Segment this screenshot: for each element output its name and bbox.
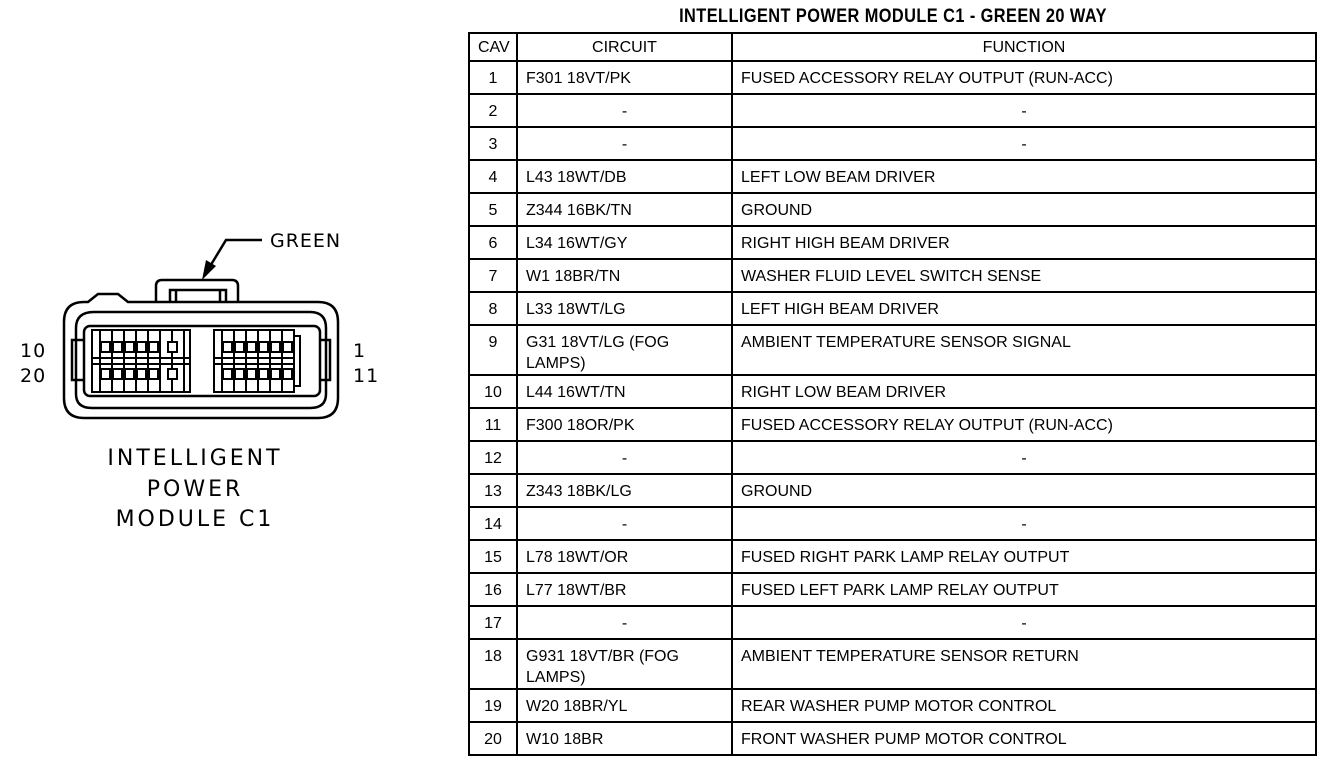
header-circuit: CIRCUIT bbox=[517, 33, 732, 61]
table-row bbox=[469, 573, 1316, 606]
cell-cav: 18 bbox=[469, 639, 517, 689]
table-row bbox=[469, 292, 1316, 325]
cell-cav: 17 bbox=[469, 606, 517, 639]
cell-function: - bbox=[732, 441, 1316, 474]
table-row bbox=[469, 94, 1316, 127]
cell-circuit: - bbox=[517, 507, 732, 540]
cell-circuit: Z343 18BK/LG bbox=[517, 474, 732, 507]
cell-circuit: F300 18OR/PK bbox=[517, 408, 732, 441]
cell-cav: 15 bbox=[469, 540, 517, 573]
table-row bbox=[469, 61, 1316, 94]
cell-cav: 8 bbox=[469, 292, 517, 325]
table-body bbox=[469, 61, 1316, 755]
cell-cav: 6 bbox=[469, 226, 517, 259]
pinout-table bbox=[468, 32, 1317, 756]
table-row bbox=[469, 160, 1316, 193]
table-title: INTELLIGENT POWER MODULE C1 - GREEN 20 WAY bbox=[679, 6, 1107, 27]
table-row bbox=[469, 375, 1316, 408]
table-row bbox=[469, 441, 1316, 474]
cell-circuit: - bbox=[517, 127, 732, 160]
right-pin-block bbox=[214, 330, 300, 392]
cell-function: RIGHT LOW BEAM DRIVER bbox=[732, 375, 1316, 408]
table-row bbox=[469, 689, 1316, 722]
pin-label-11: 11 bbox=[353, 365, 380, 387]
cell-function: REAR WASHER PUMP MOTOR CONTROL bbox=[732, 689, 1316, 722]
cell-function: WASHER FLUID LEVEL SWITCH SENSE bbox=[732, 259, 1316, 292]
cell-function: - bbox=[732, 127, 1316, 160]
green-leader-line bbox=[209, 240, 262, 268]
cell-circuit: W1 18BR/TN bbox=[517, 259, 732, 292]
pin-label-1: 1 bbox=[353, 340, 367, 362]
table-row bbox=[469, 507, 1316, 540]
cell-cav: 10 bbox=[469, 375, 517, 408]
table-row bbox=[469, 540, 1316, 573]
cell-circuit: L34 16WT/GY bbox=[517, 226, 732, 259]
table-header-row bbox=[469, 33, 1316, 61]
table-row bbox=[469, 325, 1316, 375]
cell-cav: 20 bbox=[469, 722, 517, 755]
table-row bbox=[469, 408, 1316, 441]
cell-function: FRONT WASHER PUMP MOTOR CONTROL bbox=[732, 722, 1316, 755]
cell-function: - bbox=[732, 507, 1316, 540]
cell-cav: 4 bbox=[469, 160, 517, 193]
cell-circuit: L77 18WT/BR bbox=[517, 573, 732, 606]
cell-circuit: - bbox=[517, 94, 732, 127]
table-row bbox=[469, 474, 1316, 507]
cell-circuit: G31 18VT/LG (FOG LAMPS) bbox=[517, 325, 732, 375]
cell-function: - bbox=[732, 606, 1316, 639]
table-row bbox=[469, 226, 1316, 259]
cell-function: RIGHT HIGH BEAM DRIVER bbox=[732, 226, 1316, 259]
cell-function: - bbox=[732, 94, 1316, 127]
cell-function: AMBIENT TEMPERATURE SENSOR RETURN bbox=[732, 639, 1316, 689]
cell-cav: 7 bbox=[469, 259, 517, 292]
cell-circuit: F301 18VT/PK bbox=[517, 61, 732, 94]
connector-latch bbox=[156, 280, 238, 302]
cell-cav: 19 bbox=[469, 689, 517, 722]
connector-caption-line-3: MODULE C1 bbox=[115, 507, 275, 532]
cell-function: LEFT HIGH BEAM DRIVER bbox=[732, 292, 1316, 325]
connector-body bbox=[64, 294, 338, 418]
cell-circuit: Z344 16BK/TN bbox=[517, 193, 732, 226]
green-leader-arrowhead bbox=[202, 260, 216, 280]
cell-function: FUSED ACCESSORY RELAY OUTPUT (RUN-ACC) bbox=[732, 61, 1316, 94]
cell-circuit: G931 18VT/BR (FOG LAMPS) bbox=[517, 639, 732, 689]
cell-circuit: W20 18BR/YL bbox=[517, 689, 732, 722]
cell-cav: 5 bbox=[469, 193, 517, 226]
header-cav: CAV bbox=[469, 33, 517, 61]
cell-cav: 11 bbox=[469, 408, 517, 441]
pin-label-20: 20 bbox=[20, 365, 47, 387]
cell-circuit: - bbox=[517, 441, 732, 474]
cell-cav: 9 bbox=[469, 325, 517, 375]
table-row bbox=[469, 639, 1316, 689]
cell-function: FUSED ACCESSORY RELAY OUTPUT (RUN-ACC) bbox=[732, 408, 1316, 441]
cell-function: FUSED RIGHT PARK LAMP RELAY OUTPUT bbox=[732, 540, 1316, 573]
cell-cav: 2 bbox=[469, 94, 517, 127]
table-row bbox=[469, 193, 1316, 226]
cell-function: AMBIENT TEMPERATURE SENSOR SIGNAL bbox=[732, 325, 1316, 375]
left-pin-block bbox=[92, 330, 190, 392]
pin-label-10: 10 bbox=[20, 340, 47, 362]
color-label: GREEN bbox=[270, 230, 342, 252]
table-row bbox=[469, 259, 1316, 292]
cell-cav: 13 bbox=[469, 474, 517, 507]
connector-caption-line-1: INTELLIGENT bbox=[107, 446, 283, 471]
cell-circuit: L43 18WT/DB bbox=[517, 160, 732, 193]
connector-diagram bbox=[0, 0, 460, 782]
cell-cav: 16 bbox=[469, 573, 517, 606]
cell-function: LEFT LOW BEAM DRIVER bbox=[732, 160, 1316, 193]
cell-circuit: L78 18WT/OR bbox=[517, 540, 732, 573]
cell-function: GROUND bbox=[732, 474, 1316, 507]
cell-function: FUSED LEFT PARK LAMP RELAY OUTPUT bbox=[732, 573, 1316, 606]
table-row bbox=[469, 606, 1316, 639]
cell-cav: 14 bbox=[469, 507, 517, 540]
cell-cav: 1 bbox=[469, 61, 517, 94]
cell-circuit: - bbox=[517, 606, 732, 639]
cell-circuit: L44 16WT/TN bbox=[517, 375, 732, 408]
header-function: FUNCTION bbox=[732, 33, 1316, 61]
cell-cav: 12 bbox=[469, 441, 517, 474]
cell-cav: 3 bbox=[469, 127, 517, 160]
table-row bbox=[469, 127, 1316, 160]
connector-caption-line-2: POWER bbox=[146, 477, 244, 502]
table-row bbox=[469, 722, 1316, 755]
cell-function: GROUND bbox=[732, 193, 1316, 226]
cell-circuit: L33 18WT/LG bbox=[517, 292, 732, 325]
cell-circuit: W10 18BR bbox=[517, 722, 732, 755]
